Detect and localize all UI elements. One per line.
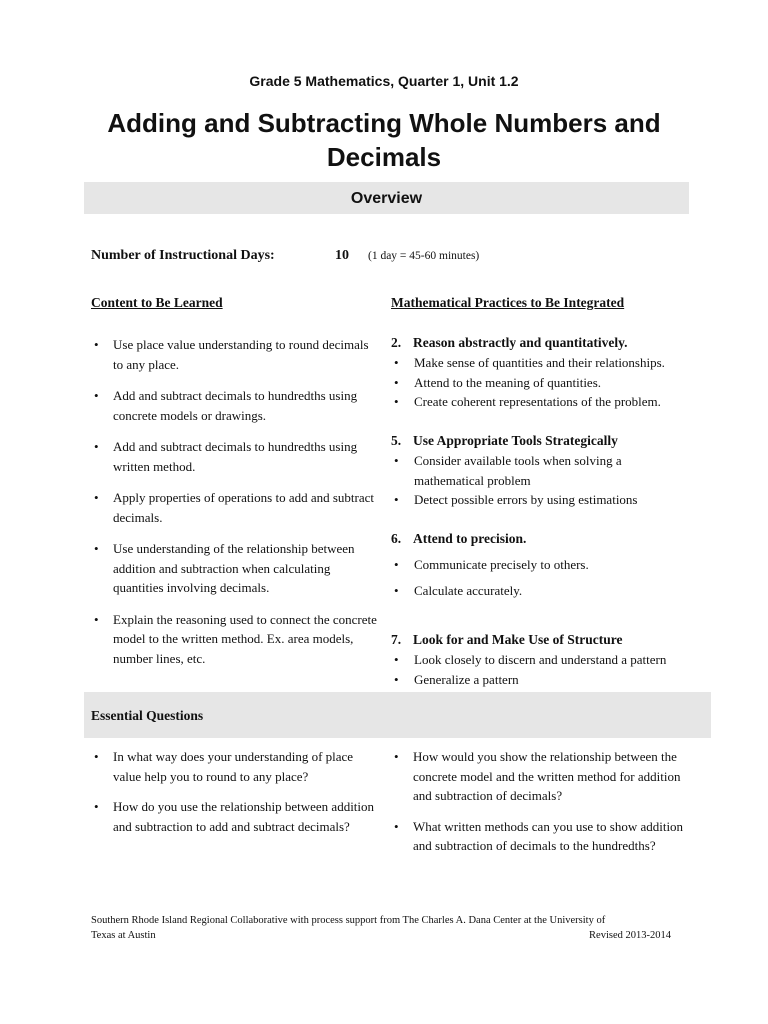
essential-questions-left	[91, 747, 381, 847]
footer	[91, 913, 671, 943]
list-item: • Apply properties of operations to add and subtract decimals.	[91, 488, 381, 527]
list-item: • Use understanding of the relationship between addition and subtraction when calculating quantities involving decimals.	[91, 539, 381, 598]
instructional-days-value: 10	[335, 248, 349, 263]
footer-revised: Revised 2013-2014	[589, 930, 671, 941]
list-item: • Add and subtract decimals to hundredths using written method.	[91, 437, 381, 476]
overview-heading: Overview	[350, 190, 423, 207]
practice-title: 2. Reason abstractly and quantitatively.	[391, 335, 628, 350]
footer-line-2: Texas at Austin	[91, 930, 156, 941]
practice-title: 5. Use Appropriate Tools Strategically	[391, 433, 618, 448]
list-item: • Explain the reasoning used to connect the concrete model to the written method. Ex. area models, number lines, etc.	[91, 610, 381, 669]
instructional-days-note: (1 day = 45-60 minutes)	[368, 250, 480, 262]
overview-bar	[84, 182, 689, 214]
list-item: • Detect possible errors by using estimations	[391, 490, 661, 510]
practice-group-7	[391, 630, 716, 689]
page-title: Adding and Subtracting Whole Numbers and Decimals	[107, 108, 661, 172]
list-item: • Attend to the meaning of quantities.	[391, 373, 716, 393]
practice-title: 6. Attend to precision.	[391, 531, 527, 546]
practice-group-2	[391, 333, 716, 412]
list-item: • How do you use the relationship between addition and subtraction to add and subtract decimals?	[91, 797, 381, 836]
list-item: • Create coherent representations of the problem.	[391, 392, 716, 412]
practices-heading: Mathematical Practices to Be Integrated	[391, 295, 625, 310]
content-list	[91, 335, 381, 680]
practice-group-6	[391, 529, 716, 600]
list-item: • Use place value understanding to round decimals to any place.	[91, 335, 381, 374]
list-item: • Make sense of quantities and their relationships.	[391, 353, 716, 373]
essential-questions-right	[391, 747, 701, 867]
list-item: • Generalize a pattern	[391, 670, 716, 690]
list-item: • Look closely to discern and understand a pattern	[391, 650, 716, 670]
list-item: • Add and subtract decimals to hundredths using concrete models or drawings.	[91, 386, 381, 425]
essential-questions-bar	[84, 692, 711, 738]
instructional-days-label: Number of Instructional Days:	[91, 248, 275, 263]
content-heading: Content to Be Learned	[91, 295, 223, 310]
essential-questions-heading: Essential Questions	[91, 708, 204, 723]
list-item: • Calculate accurately.	[391, 581, 716, 601]
list-item: • Communicate precisely to others.	[391, 555, 716, 575]
unit-subtitle: Grade 5 Mathematics, Quarter 1, Unit 1.2	[249, 73, 519, 89]
list-item: • How would you show the relationship between the concrete model and the written method for addition and subtraction of decimals?	[391, 747, 701, 806]
list-item: • Consider available tools when solving a mathematical problem	[391, 451, 661, 490]
list-item: • What written methods can you use to show addition and subtraction of decimals to the hundredths?	[391, 817, 701, 856]
practice-title: 7. Look for and Make Use of Structure	[391, 632, 623, 647]
list-item: • In what way does your understanding of place value help you to round to any place?	[91, 747, 381, 786]
practice-group-5	[391, 431, 716, 510]
footer-line-1: Southern Rhode Island Regional Collaborative with process support from The Charles A. Dana Center at the University of	[91, 915, 606, 926]
